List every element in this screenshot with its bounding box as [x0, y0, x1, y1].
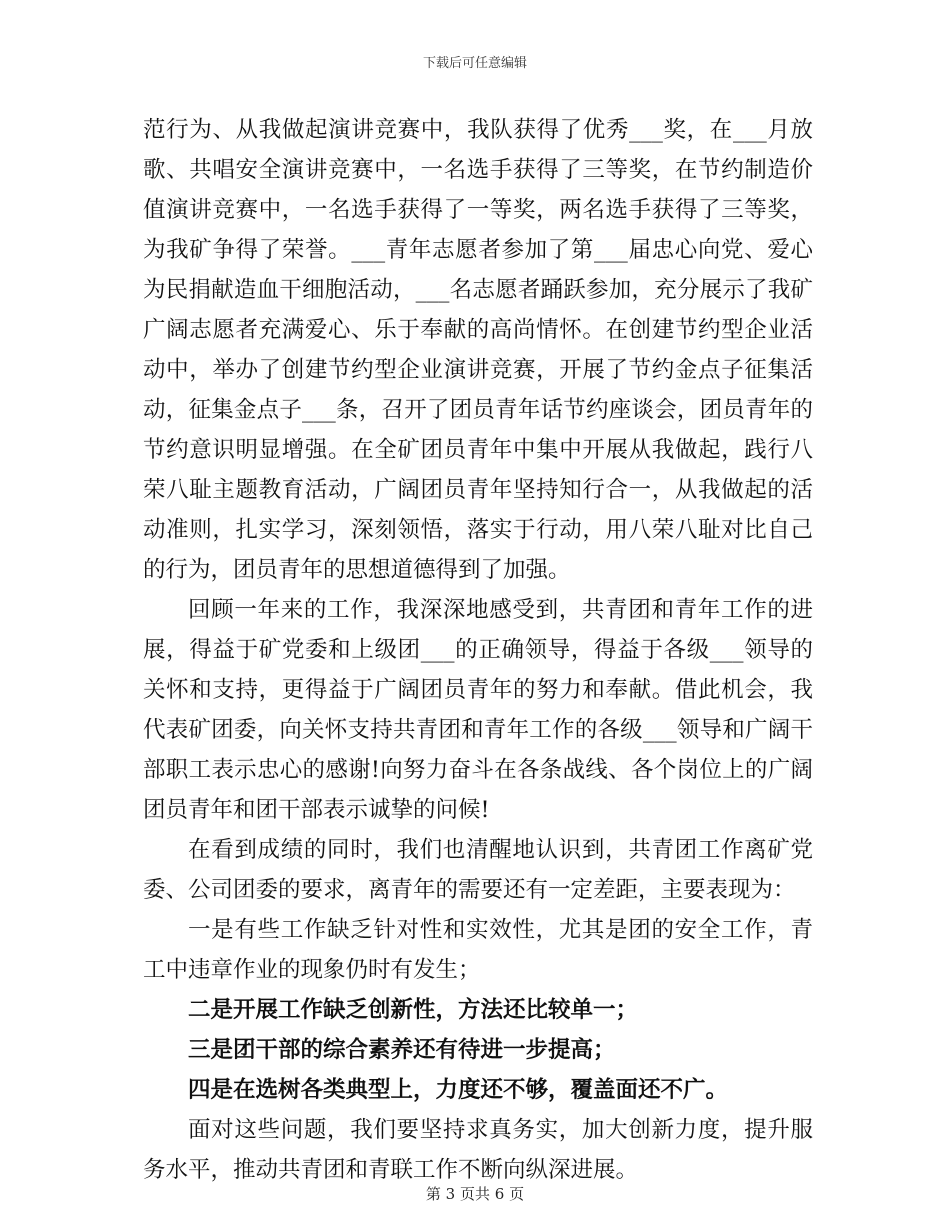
paragraph-shortcoming-3: 三是团干部的综合素养还有待进一步提高； — [188, 1037, 616, 1063]
paragraph-shortcoming-2: 二是开展工作缺乏创新性，方法还比较单一； — [188, 997, 639, 1023]
page-header: 下载后可任意编辑 — [422, 56, 527, 71]
paragraph-shortcomings-intro: 在看到成绩的同时，我们也清醒地认识到，共青团工作离矿党委、公司团委的要求，离青年的需要还有一定差距，主要表现为： — [143, 837, 813, 903]
document-body — [143, 110, 813, 1190]
page-number: 第 3 页共 6 页 — [425, 1185, 525, 1203]
paragraph-achievements: 范行为、从我做起演讲竞赛中，我队获得了优秀___奖，在___月放歌、共唱安全演讲竞赛中，一名选手获得了三等奖，在节约制造价值演讲竞赛中，一名选手获得了一等奖，两名选手获得了三等奖，为我矿争得了荣誉。___青年志愿者参加了第___届忠心向党、爱心为民捐献造血干细胞活动，___名志愿者踊跃参加，充分展示了我矿广阔志愿者充满爱心、乐于奉献的高尚情怀。在创建节约型企业活动中，举办了创建节约型企业演讲竞赛，开展了节约金点子征集活动，征集金点子___条，召开了团员青年话节约座谈会，团员青年的节约意识明显增强。在全矿团员青年中集中开展从我做起，践行八荣八耻主题教育活动，广阔团员青年坚持知行合一，从我做起的活动准则，扎实学习，深刻领悟，落实于行动，用八荣八耻对比自己的行为，团员青年的思想道德得到了加强。 — [143, 117, 813, 583]
paragraph-review: 回顾一年来的工作，我深深地感受到，共青团和青年工作的进展，得益于矿党委和上级团___的正确领导，得益于各级___领导的关怀和支持，更得益于广阔团员青年的努力和奉献。借此机会，我代表矿团委，向关怀支持共青团和青年工作的各级___领导和广阔干部职工表示忠心的感谢!向努力奋斗在各条战线、各个岗位上的广阔团员青年和团干部表示诚挚的问候! — [143, 597, 813, 823]
paragraph-shortcoming-1: 一是有些工作缺乏针对性和实效性，尤其是团的安全工作，青工中违章作业的现象仍时有发生； — [143, 917, 813, 983]
paragraph-shortcoming-4: 四是在选树各类典型上，力度还不够，覆盖面还不广。 — [188, 1077, 729, 1103]
paragraph-conclusion: 面对这些问题，我们要坚持求真务实，加大创新力度，提升服务水平，推动共青团和青联工作不断向纵深进展。 — [143, 1117, 813, 1183]
